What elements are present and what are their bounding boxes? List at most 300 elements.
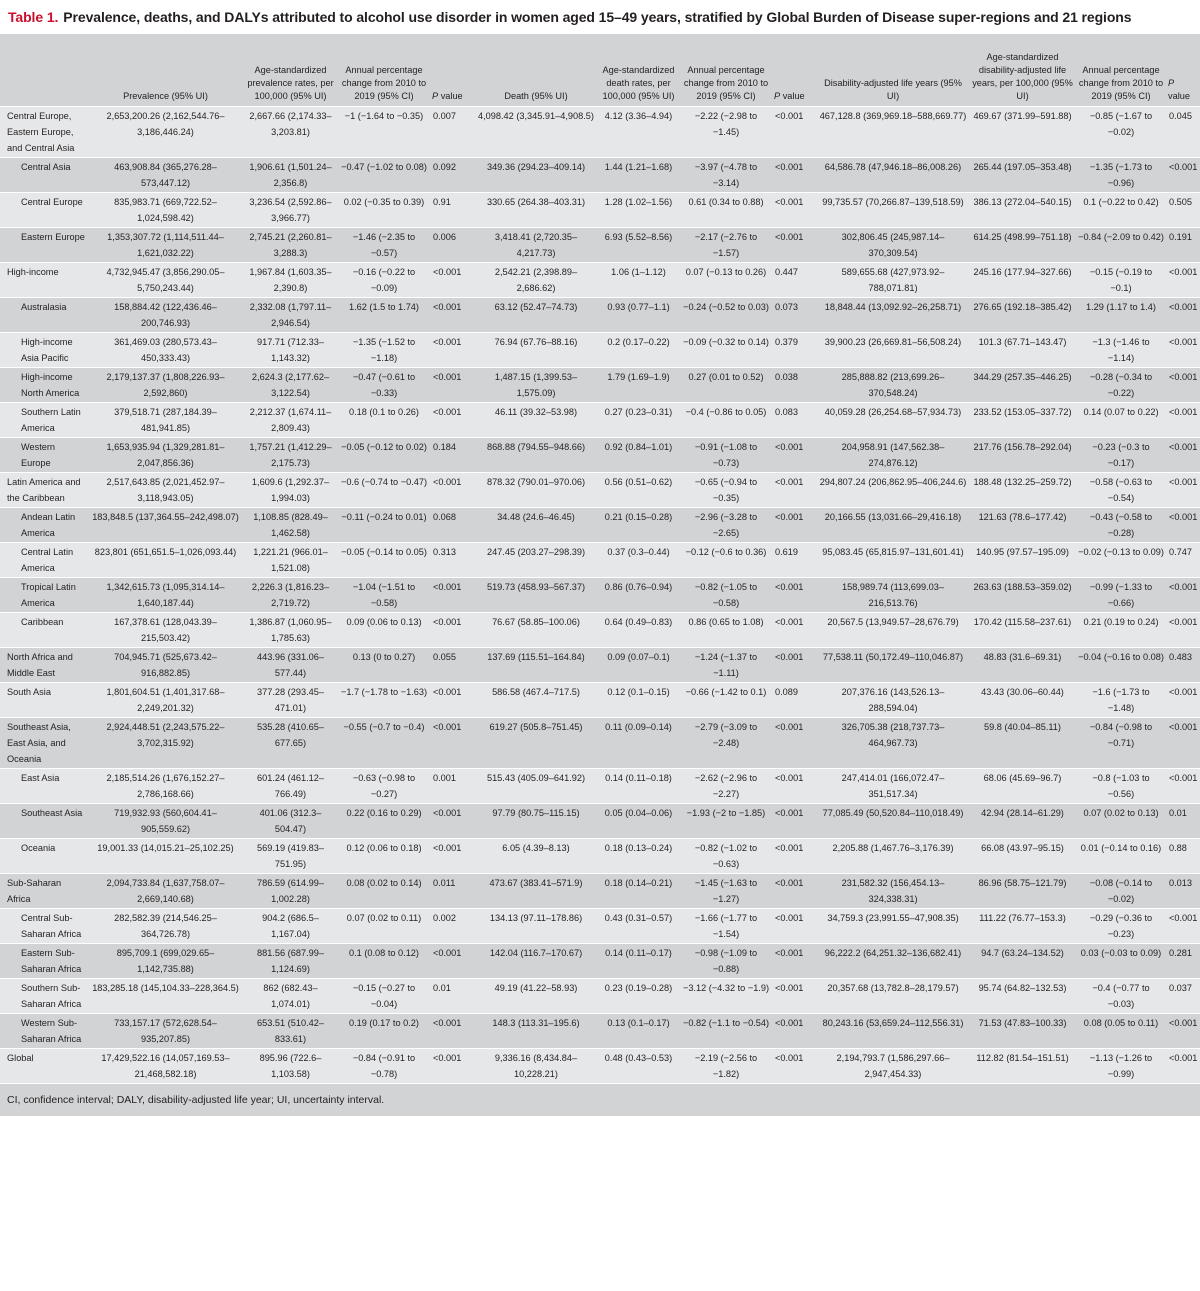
table-cell: 0.21 (0.15–0.28) bbox=[597, 508, 680, 543]
table-cell: 2,332.08 (1,797.11–2,946.54) bbox=[243, 298, 338, 333]
table-cell: 0.747 bbox=[1166, 543, 1200, 578]
table-cell: −2.96 (−3.28 to −2.65) bbox=[680, 508, 772, 543]
table-cell: 43.43 (30.06–60.44) bbox=[969, 683, 1076, 718]
table-cell: 64,586.78 (47,946.18–86,008.26) bbox=[817, 158, 969, 193]
table-cell: 519.73 (458.93–567.37) bbox=[475, 578, 597, 613]
table-cell: −1.35 (−1.52 to −1.18) bbox=[338, 333, 430, 368]
table-cell: 2,194,793.7 (1,586,297.66–2,947,454.33) bbox=[817, 1049, 969, 1084]
table-cell: <0.001 bbox=[772, 578, 817, 613]
table-cell: <0.001 bbox=[430, 473, 475, 508]
table-cell: 619.27 (505.8–751.45) bbox=[475, 718, 597, 769]
table-cell: 1,906.61 (1,501.24–2,356.8) bbox=[243, 158, 338, 193]
table-cell: 137.69 (115.51–164.84) bbox=[475, 648, 597, 683]
table-cell: 0.93 (0.77–1.1) bbox=[597, 298, 680, 333]
table-cell: 20,166.55 (13,031.66–29,416.18) bbox=[817, 508, 969, 543]
table-cell: −0.12 (−0.6 to 0.36) bbox=[680, 543, 772, 578]
table-cell: 377.28 (293.45–471.01) bbox=[243, 683, 338, 718]
table-cell: 1.29 (1.17 to 1.4) bbox=[1076, 298, 1166, 333]
table-cell: −0.04 (−0.16 to 0.08) bbox=[1076, 648, 1166, 683]
table-cell: 80,243.16 (53,659.24–112,556.31) bbox=[817, 1014, 969, 1049]
table-cell: 183,848.5 (137,364.55–242,498.07) bbox=[88, 508, 243, 543]
table-cell: 589,655.68 (427,973.92–788,071.81) bbox=[817, 263, 969, 298]
header-p-value-label: value bbox=[440, 91, 463, 101]
table-cell: −0.08 (−0.14 to −0.02) bbox=[1076, 874, 1166, 909]
table-cell: 34,759.3 (23,991.55–47,908.35) bbox=[817, 909, 969, 944]
table-cell: 1,386.87 (1,060.95–1,785.63) bbox=[243, 613, 338, 648]
table-cell: 2,624.3 (2,177.62–3,122.54) bbox=[243, 368, 338, 403]
table-cell: −1.13 (−1.26 to −0.99) bbox=[1076, 1049, 1166, 1084]
table-label: Table 1. bbox=[8, 9, 59, 25]
table-cell: 569.19 (419.83–751.95) bbox=[243, 839, 338, 874]
table-cell: 0.02 (−0.35 to 0.39) bbox=[338, 193, 430, 228]
table-cell: 9,336.16 (8,434.84–10,228.21) bbox=[475, 1049, 597, 1084]
table-cell: 204,958.91 (147,562.38–274,876.12) bbox=[817, 438, 969, 473]
table-row bbox=[0, 1049, 1200, 1084]
table-cell: <0.001 bbox=[430, 263, 475, 298]
table-row bbox=[0, 368, 1200, 403]
table-cell: 535.28 (410.65–677.65) bbox=[243, 718, 338, 769]
table-cell: 0.07 (0.02 to 0.13) bbox=[1076, 804, 1166, 839]
table-cell: 95,083.45 (65,815.97–131,601.41) bbox=[817, 543, 969, 578]
table-cell: 66.08 (43.97–95.15) bbox=[969, 839, 1076, 874]
super-region-name: High-income bbox=[0, 263, 88, 298]
table-cell: 379,518.71 (287,184.39–481,941.85) bbox=[88, 403, 243, 438]
table-cell: 6.93 (5.52–8.56) bbox=[597, 228, 680, 263]
header-p-italic: P bbox=[1168, 78, 1175, 88]
table-cell: 2,924,448.51 (2,243,575.22–3,702,315.92) bbox=[88, 718, 243, 769]
table-cell: <0.001 bbox=[772, 909, 817, 944]
table-cell: <0.001 bbox=[430, 839, 475, 874]
table-cell: 2,094,733.84 (1,637,758.07–2,669,140.68) bbox=[88, 874, 243, 909]
table-row bbox=[0, 944, 1200, 979]
column-header: Age-standardized prevalence rates, per 100,000 (95% UI) bbox=[247, 65, 334, 101]
table-cell: −0.82 (−1.05 to −0.58) bbox=[680, 578, 772, 613]
table-row bbox=[0, 107, 1200, 158]
table-title: Prevalence, deaths, and DALYs attributed to alcohol use disorder in women aged 15–49 years, stratified by Global Burden of Disease super-regions and 21 regions bbox=[63, 9, 1132, 25]
header-p-value bbox=[1166, 34, 1200, 107]
table-cell: 0.068 bbox=[430, 508, 475, 543]
region-name: High-income North America bbox=[0, 368, 88, 403]
table-cell: 467,128.8 (369,969.18–588,669.77) bbox=[817, 107, 969, 158]
table-cell: −1.24 (−1.37 to −1.11) bbox=[680, 648, 772, 683]
table-cell: 0.86 (0.65 to 1.08) bbox=[680, 613, 772, 648]
table-cell: 0.1 (0.08 to 0.12) bbox=[338, 944, 430, 979]
table-cell: <0.001 bbox=[430, 613, 475, 648]
table-cell: 0.281 bbox=[1166, 944, 1200, 979]
table-cell: 68.06 (45.69–96.7) bbox=[969, 769, 1076, 804]
region-name: Caribbean bbox=[0, 613, 88, 648]
table-cell: 1,609.6 (1,292.37–1,994.03) bbox=[243, 473, 338, 508]
table-cell: 0.43 (0.31–0.57) bbox=[597, 909, 680, 944]
table-cell: <0.001 bbox=[772, 839, 817, 874]
table-cell: 515.43 (405.09–641.92) bbox=[475, 769, 597, 804]
table-cell: 302,806.45 (245,987.14–370,309.54) bbox=[817, 228, 969, 263]
header-p-value-label: value bbox=[1168, 91, 1190, 101]
table-cell: −0.4 (−0.77 to −0.03) bbox=[1076, 979, 1166, 1014]
table-cell: 217.76 (156.78–292.04) bbox=[969, 438, 1076, 473]
table-cell: 245.16 (177.94–327.66) bbox=[969, 263, 1076, 298]
table-cell: 0.09 (0.06 to 0.13) bbox=[338, 613, 430, 648]
column-header: Prevalence (95% UI) bbox=[123, 91, 208, 101]
header-location bbox=[0, 34, 88, 107]
header-row bbox=[0, 34, 1200, 107]
table-cell: <0.001 bbox=[1166, 613, 1200, 648]
table-cell: −0.29 (−0.36 to −0.23) bbox=[1076, 909, 1166, 944]
table-cell: <0.001 bbox=[1166, 298, 1200, 333]
table-cell: 0.37 (0.3–0.44) bbox=[597, 543, 680, 578]
table-row bbox=[0, 874, 1200, 909]
table-cell: −0.28 (−0.34 to −0.22) bbox=[1076, 368, 1166, 403]
table-cell: 878.32 (790.01–970.06) bbox=[475, 473, 597, 508]
table-cell: 0.08 (0.02 to 0.14) bbox=[338, 874, 430, 909]
table-cell: 881.56 (687.99–1,124.69) bbox=[243, 944, 338, 979]
table-cell: 3,418.41 (2,720.35–4,217.73) bbox=[475, 228, 597, 263]
super-region-name: Sub-Saharan Africa bbox=[0, 874, 88, 909]
table-cell: 835,983.71 (669,722.52–1,024,598.42) bbox=[88, 193, 243, 228]
table-cell: 786.59 (614.99–1,002.28) bbox=[243, 874, 338, 909]
table-cell: 326,705.38 (218,737.73–464,967.73) bbox=[817, 718, 969, 769]
table-cell: 0.007 bbox=[430, 107, 475, 158]
table-cell: <0.001 bbox=[772, 613, 817, 648]
table-cell: <0.001 bbox=[430, 944, 475, 979]
table-cell: −0.84 (−0.98 to −0.71) bbox=[1076, 718, 1166, 769]
table-cell: 96,222.2 (64,251.32–136,682.41) bbox=[817, 944, 969, 979]
table-cell: 285,888.82 (213,699.26–370,548.24) bbox=[817, 368, 969, 403]
table-cell: 0.27 (0.23–0.31) bbox=[597, 403, 680, 438]
table-cell: 4,732,945.47 (3,856,290.05–5,750,243.44) bbox=[88, 263, 243, 298]
table-cell: 99,735.57 (70,266.87–139,518.59) bbox=[817, 193, 969, 228]
table-cell: 42.94 (28.14–61.29) bbox=[969, 804, 1076, 839]
table-cell: 233.52 (153.05–337.72) bbox=[969, 403, 1076, 438]
region-name: Central Asia bbox=[0, 158, 88, 193]
table-cell: <0.001 bbox=[772, 874, 817, 909]
table-cell: 0.86 (0.76–0.94) bbox=[597, 578, 680, 613]
table-cell: <0.001 bbox=[430, 683, 475, 718]
table-cell: <0.001 bbox=[430, 1049, 475, 1084]
table-cell: −0.82 (−1.02 to −0.63) bbox=[680, 839, 772, 874]
table-cell: 0.184 bbox=[430, 438, 475, 473]
table-caption bbox=[0, 0, 1200, 34]
table-cell: 0.18 (0.14–0.21) bbox=[597, 874, 680, 909]
table-cell: 112.82 (81.54–151.51) bbox=[969, 1049, 1076, 1084]
table-row bbox=[0, 403, 1200, 438]
table-cell: −0.65 (−0.94 to −0.35) bbox=[680, 473, 772, 508]
table-cell: 868.88 (794.55–948.66) bbox=[475, 438, 597, 473]
table-row bbox=[0, 683, 1200, 718]
table-wrapper bbox=[0, 34, 1200, 1083]
table-cell: −0.85 (−1.67 to −0.02) bbox=[1076, 107, 1166, 158]
table-cell: <0.001 bbox=[772, 1014, 817, 1049]
table-cell: 0.092 bbox=[430, 158, 475, 193]
table-cell: 0.14 (0.11–0.17) bbox=[597, 944, 680, 979]
table-cell: −0.15 (−0.19 to −0.1) bbox=[1076, 263, 1166, 298]
table-cell: 0.12 (0.06 to 0.18) bbox=[338, 839, 430, 874]
table-cell: <0.001 bbox=[430, 1014, 475, 1049]
table-cell: 401.06 (312.3–504.47) bbox=[243, 804, 338, 839]
region-name: Central Europe bbox=[0, 193, 88, 228]
table-cell: 1,653,935.94 (1,329,281.81–2,047,856.36) bbox=[88, 438, 243, 473]
table-cell: −0.99 (−1.33 to −0.66) bbox=[1076, 578, 1166, 613]
table-cell: 0.11 (0.09–0.14) bbox=[597, 718, 680, 769]
table-cell: 0.01 bbox=[1166, 804, 1200, 839]
table-cell: −0.43 (−0.58 to −0.28) bbox=[1076, 508, 1166, 543]
table-cell: −0.05 (−0.14 to 0.05) bbox=[338, 543, 430, 578]
table-cell: 76.67 (58.85–100.06) bbox=[475, 613, 597, 648]
table-cell: <0.001 bbox=[1166, 1014, 1200, 1049]
table-cell: −0.16 (−0.22 to −0.09) bbox=[338, 263, 430, 298]
table-cell: 265.44 (197.05–353.48) bbox=[969, 158, 1076, 193]
table-cell: 0.619 bbox=[772, 543, 817, 578]
table-cell: 463,908.84 (365,276.28–573,447.12) bbox=[88, 158, 243, 193]
table-cell: 0.07 (−0.13 to 0.26) bbox=[680, 263, 772, 298]
table-cell: −0.63 (−0.98 to −0.27) bbox=[338, 769, 430, 804]
table-cell: 0.13 (0.1–0.17) bbox=[597, 1014, 680, 1049]
table-cell: <0.001 bbox=[772, 438, 817, 473]
table-cell: 4.12 (3.36–4.94) bbox=[597, 107, 680, 158]
region-name: Andean Latin America bbox=[0, 508, 88, 543]
table-cell: 140.95 (97.57–195.09) bbox=[969, 543, 1076, 578]
table-cell: 0.12 (0.1–0.15) bbox=[597, 683, 680, 718]
table-cell: 904.2 (686.5–1,167.04) bbox=[243, 909, 338, 944]
table-cell: 2,667.66 (2,174.33–3,203.81) bbox=[243, 107, 338, 158]
table-cell: 0.61 (0.34 to 0.88) bbox=[680, 193, 772, 228]
table-cell: 704,945.71 (525,673.42–916,882.85) bbox=[88, 648, 243, 683]
region-name: Australasia bbox=[0, 298, 88, 333]
table-footnote: CI, confidence interval; DALY, disability-adjusted life year; UI, uncertainty interval. bbox=[0, 1083, 1200, 1116]
table-cell: 601.24 (461.12–766.49) bbox=[243, 769, 338, 804]
table-cell: −0.66 (−1.42 to 0.1) bbox=[680, 683, 772, 718]
super-region-name: Latin America and the Caribbean bbox=[0, 473, 88, 508]
column-header: Annual percentage change from 2010 to 2019 (95% CI) bbox=[341, 65, 427, 101]
table-cell: 0.21 (0.19 to 0.24) bbox=[1076, 613, 1166, 648]
table-row bbox=[0, 438, 1200, 473]
table-cell: 2,517,643.85 (2,021,452.97–3,118,943.05) bbox=[88, 473, 243, 508]
table-cell: 94.7 (63.24–134.52) bbox=[969, 944, 1076, 979]
table-cell: 121.63 (78.6–177.42) bbox=[969, 508, 1076, 543]
table-cell: 0.08 (0.05 to 0.11) bbox=[1076, 1014, 1166, 1049]
table-cell: −0.24 (−0.52 to 0.03) bbox=[680, 298, 772, 333]
table-cell: −1.45 (−1.63 to −1.27) bbox=[680, 874, 772, 909]
table-row bbox=[0, 839, 1200, 874]
table-cell: 1.62 (1.5 to 1.74) bbox=[338, 298, 430, 333]
table-cell: −2.62 (−2.96 to −2.27) bbox=[680, 769, 772, 804]
table-row bbox=[0, 228, 1200, 263]
table-cell: <0.001 bbox=[772, 1049, 817, 1084]
column-header: Disability-adjusted life years (95% UI) bbox=[824, 78, 962, 101]
table-cell: 862 (682.43–1,074.01) bbox=[243, 979, 338, 1014]
table-cell: 895,709.1 (699,029.65–1,142,735.88) bbox=[88, 944, 243, 979]
table-cell: 59.8 (40.04–85.11) bbox=[969, 718, 1076, 769]
table-cell: 2,185,514.26 (1,676,152.27–2,786,168.66) bbox=[88, 769, 243, 804]
table-row bbox=[0, 769, 1200, 804]
table-cell: 0.23 (0.19–0.28) bbox=[597, 979, 680, 1014]
table-cell: 167,378.61 (128,043.39–215,503.42) bbox=[88, 613, 243, 648]
table-cell: <0.001 bbox=[772, 769, 817, 804]
table-row bbox=[0, 979, 1200, 1014]
table-cell: 1,967.84 (1,603.35–2,390.8) bbox=[243, 263, 338, 298]
table-cell: 0.447 bbox=[772, 263, 817, 298]
table-cell: 170.42 (115.58–237.61) bbox=[969, 613, 1076, 648]
table-cell: <0.001 bbox=[772, 107, 817, 158]
table-cell: 0.01 bbox=[430, 979, 475, 1014]
table-cell: −1.04 (−1.51 to −0.58) bbox=[338, 578, 430, 613]
table-cell: 0.48 (0.43–0.53) bbox=[597, 1049, 680, 1084]
table-cell: 6.05 (4.39–8.13) bbox=[475, 839, 597, 874]
table-cell: <0.001 bbox=[1166, 769, 1200, 804]
table-cell: −0.11 (−0.24 to 0.01) bbox=[338, 508, 430, 543]
table-cell: −0.98 (−1.09 to −0.88) bbox=[680, 944, 772, 979]
region-name: East Asia bbox=[0, 769, 88, 804]
table-cell: 2,745.21 (2,260.81–3,288.3) bbox=[243, 228, 338, 263]
header-p-value bbox=[772, 34, 817, 107]
table-cell: 361,469.03 (280,573.43–450,333.43) bbox=[88, 333, 243, 368]
table-cell: 282,582.39 (214,546.25–364,726.78) bbox=[88, 909, 243, 944]
table-row bbox=[0, 193, 1200, 228]
table-cell: 2,205.88 (1,467.76–3,176.39) bbox=[817, 839, 969, 874]
column-header: Age-standardized death rates, per 100,000 (95% UI) bbox=[602, 65, 675, 101]
table-cell: 733,157.17 (572,628.54–935,207.85) bbox=[88, 1014, 243, 1049]
table-cell: −1.66 (−1.77 to −1.54) bbox=[680, 909, 772, 944]
table-cell: 917.71 (712.33–1,143.32) bbox=[243, 333, 338, 368]
table-cell: 1,487.15 (1,399.53–1,575.09) bbox=[475, 368, 597, 403]
region-name: Western Sub-Saharan Africa bbox=[0, 1014, 88, 1049]
table-cell: 263.63 (188.53–359.02) bbox=[969, 578, 1076, 613]
table-cell: 148.3 (113.31–195.6) bbox=[475, 1014, 597, 1049]
table-cell: 349.36 (294.23–409.14) bbox=[475, 158, 597, 193]
table-cell: 823,801 (651,651.5–1,026,093.44) bbox=[88, 543, 243, 578]
table-body bbox=[0, 107, 1200, 1084]
table-cell: 20,567.5 (13,949.57–28,676.79) bbox=[817, 613, 969, 648]
table-cell: 1,757.21 (1,412.29–2,175.73) bbox=[243, 438, 338, 473]
table-cell: 1,221.21 (966.01–1,521.08) bbox=[243, 543, 338, 578]
table-row bbox=[0, 473, 1200, 508]
table-row bbox=[0, 804, 1200, 839]
header-p-italic: P bbox=[432, 91, 439, 101]
table-cell: 86.96 (58.75–121.79) bbox=[969, 874, 1076, 909]
table-row bbox=[0, 613, 1200, 648]
super-region-name: Global bbox=[0, 1049, 88, 1084]
region-name: Southeast Asia bbox=[0, 804, 88, 839]
table-cell: 330.65 (264.38–403.31) bbox=[475, 193, 597, 228]
table-cell: 1,353,307.72 (1,114,511.44–1,621,032.22) bbox=[88, 228, 243, 263]
table-row bbox=[0, 543, 1200, 578]
table-cell: 1.06 (1–1.12) bbox=[597, 263, 680, 298]
table-cell: 0.91 bbox=[430, 193, 475, 228]
table-cell: 20,357.68 (13,782.8–28,179.57) bbox=[817, 979, 969, 1014]
table-cell: −1.7 (−1.78 to −1.63) bbox=[338, 683, 430, 718]
table-cell: 1.79 (1.69–1.9) bbox=[597, 368, 680, 403]
table-cell: 19,001.33 (14,015.21–25,102.25) bbox=[88, 839, 243, 874]
table-cell: <0.001 bbox=[772, 718, 817, 769]
table-row bbox=[0, 578, 1200, 613]
column-header: Annual percentage change from 2010 to 2019 (95% CI) bbox=[1078, 65, 1164, 101]
table-row bbox=[0, 718, 1200, 769]
table-cell: −0.23 (−0.3 to −0.17) bbox=[1076, 438, 1166, 473]
table-cell: 17,429,522.16 (14,057,169.53–21,468,582.18) bbox=[88, 1049, 243, 1084]
table-cell: 0.083 bbox=[772, 403, 817, 438]
table-row bbox=[0, 909, 1200, 944]
table-cell: 473.67 (383.41–571.9) bbox=[475, 874, 597, 909]
region-name: Southern Sub-Saharan Africa bbox=[0, 979, 88, 1014]
table-cell: <0.001 bbox=[772, 158, 817, 193]
table-cell: <0.001 bbox=[430, 578, 475, 613]
table-cell: 0.05 (0.04–0.06) bbox=[597, 804, 680, 839]
table-cell: <0.001 bbox=[1166, 473, 1200, 508]
region-name: Tropical Latin America bbox=[0, 578, 88, 613]
region-name: Oceania bbox=[0, 839, 88, 874]
table-cell: −0.47 (−1.02 to 0.08) bbox=[338, 158, 430, 193]
table-cell: 0.56 (0.51–0.62) bbox=[597, 473, 680, 508]
super-region-name: South Asia bbox=[0, 683, 88, 718]
table-cell: 614.25 (498.99–751.18) bbox=[969, 228, 1076, 263]
table-cell: <0.001 bbox=[430, 403, 475, 438]
table-cell: <0.001 bbox=[430, 718, 475, 769]
table-cell: <0.001 bbox=[772, 944, 817, 979]
header-p-value-label: value bbox=[782, 91, 805, 101]
table-cell: −0.55 (−0.7 to −0.4) bbox=[338, 718, 430, 769]
table-cell: <0.001 bbox=[430, 333, 475, 368]
table-cell: 443.96 (331.06–577.44) bbox=[243, 648, 338, 683]
table-cell: <0.001 bbox=[1166, 263, 1200, 298]
table-cell: 4,098.42 (3,345.91–4,908.5) bbox=[475, 107, 597, 158]
table-cell: 0.14 (0.11–0.18) bbox=[597, 769, 680, 804]
header-p-value bbox=[430, 34, 475, 107]
table-cell: 294,807.24 (206,862.95–406,244.6) bbox=[817, 473, 969, 508]
table-cell: 0.001 bbox=[430, 769, 475, 804]
table-cell: 0.09 (0.07–0.1) bbox=[597, 648, 680, 683]
table-cell: −1.6 (−1.73 to −1.48) bbox=[1076, 683, 1166, 718]
table-cell: 0.505 bbox=[1166, 193, 1200, 228]
table-cell: 0.64 (0.49–0.83) bbox=[597, 613, 680, 648]
table-cell: 0.038 bbox=[772, 368, 817, 403]
table-cell: −0.4 (−0.86 to 0.05) bbox=[680, 403, 772, 438]
table-cell: 77,538.11 (50,172.49–110,046.87) bbox=[817, 648, 969, 683]
table-row bbox=[0, 158, 1200, 193]
table-cell: <0.001 bbox=[430, 368, 475, 403]
table-cell: 0.006 bbox=[430, 228, 475, 263]
table-cell: <0.001 bbox=[430, 298, 475, 333]
table-cell: −1.35 (−1.73 to −0.96) bbox=[1076, 158, 1166, 193]
table-cell: <0.001 bbox=[772, 473, 817, 508]
table-cell: 0.089 bbox=[772, 683, 817, 718]
table-cell: 231,582.32 (156,454.13–324,338.31) bbox=[817, 874, 969, 909]
table-cell: <0.001 bbox=[772, 648, 817, 683]
header-p-italic: P bbox=[774, 91, 781, 101]
table-cell: 0.22 (0.16 to 0.29) bbox=[338, 804, 430, 839]
table-cell: 18,848.44 (13,092.92–26,258.71) bbox=[817, 298, 969, 333]
table-cell: 344.29 (257.35–446.25) bbox=[969, 368, 1076, 403]
region-name: Eastern Sub-Saharan Africa bbox=[0, 944, 88, 979]
table-cell: 97.79 (80.75–115.15) bbox=[475, 804, 597, 839]
table-cell: −0.15 (−0.27 to −0.04) bbox=[338, 979, 430, 1014]
table-cell: <0.001 bbox=[1166, 333, 1200, 368]
table-cell: 0.073 bbox=[772, 298, 817, 333]
table-cell: 2,653,200.26 (2,162,544.76–3,186,446.24) bbox=[88, 107, 243, 158]
table-cell: 39,900.23 (26,669.81–56,508.24) bbox=[817, 333, 969, 368]
table-cell: 1,342,615.73 (1,095,314.14–1,640,187.44) bbox=[88, 578, 243, 613]
table-cell: 2,542.21 (2,398.89–2,686.62) bbox=[475, 263, 597, 298]
table-row bbox=[0, 263, 1200, 298]
table-cell: 276.65 (192.18–385.42) bbox=[969, 298, 1076, 333]
table-cell: −0.6 (−0.74 to −0.47) bbox=[338, 473, 430, 508]
column-header: Annual percentage change from 2010 to 2019 (95% CI) bbox=[683, 65, 769, 101]
super-region-name: Central Europe, Eastern Europe, and Central Asia bbox=[0, 107, 88, 158]
table-cell: 49.19 (41.22–58.93) bbox=[475, 979, 597, 1014]
table-cell: −3.97 (−4.78 to −3.14) bbox=[680, 158, 772, 193]
table-cell: 0.313 bbox=[430, 543, 475, 578]
table-cell: −2.17 (−2.76 to −1.57) bbox=[680, 228, 772, 263]
table-cell: 0.14 (0.07 to 0.22) bbox=[1076, 403, 1166, 438]
